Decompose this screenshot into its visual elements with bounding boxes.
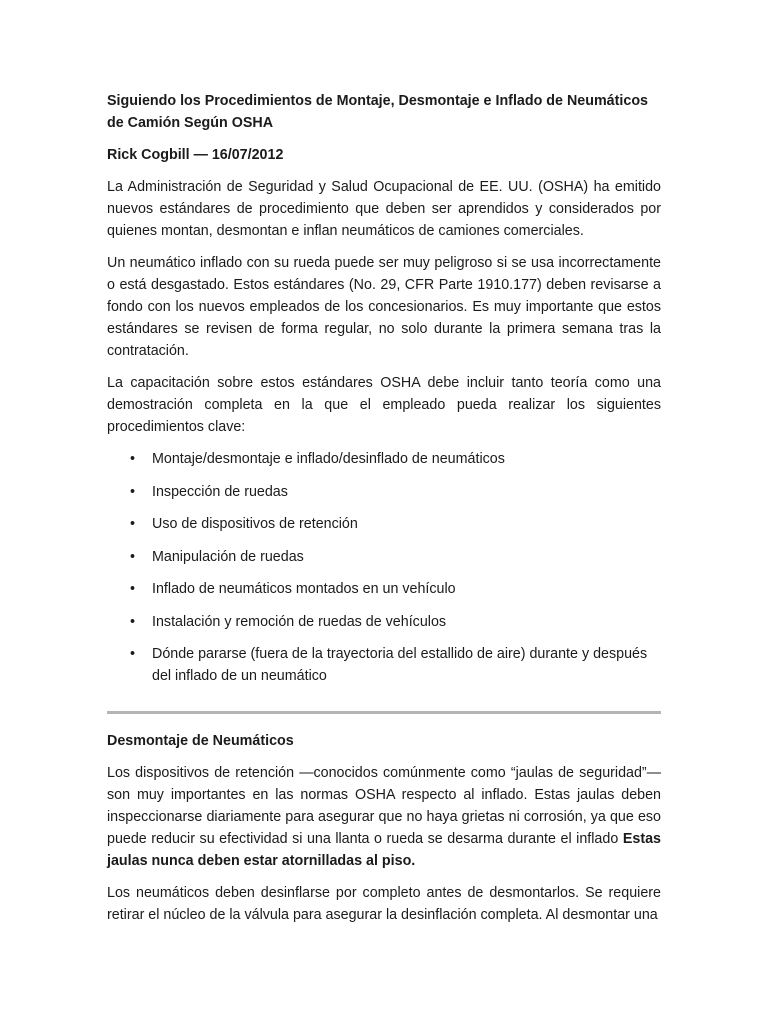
- list-item: [107, 546, 661, 568]
- section-paragraph-text: Los dispositivos de retención —conocidos comúnmente como “jaulas de seguridad”— son muy importantes en las normas OSHA respecto al inflado. Estas jaulas deben inspeccionarse diariamente para asegurar que no haya grietas ni corrosión, ya que eso puede reducir su efectividad si una llanta o rueda se desarma durante el inflado: [107, 765, 661, 847]
- document-title: Siguiendo los Procedimientos de Montaje, Desmontaje e Inflado de Neumáticos de Camión Según OSHA: [107, 93, 648, 131]
- list-item: [107, 513, 661, 535]
- procedures-list: [107, 448, 661, 687]
- body-paragraph: Un neumático inflado con su rueda puede ser muy peligroso si se usa incorrectamente o está desgastado. Estos estándares (No. 29, CFR Parte 1910.177) deben revisarse a fondo con los nuevos empleados de los concesionarios. Es muy importante que estos estándares se revisen de forma regular, no solo durante la primera semana tras la contratación.: [107, 255, 661, 359]
- list-item-text: Instalación y remoción de ruedas de vehículos: [152, 613, 447, 630]
- section-divider: [107, 711, 661, 714]
- list-item-text: Dónde pararse (fuera de la trayectoria del estallido de aire) durante y después del inflado de un neumático: [152, 646, 648, 684]
- bullet-icon: •: [130, 483, 136, 500]
- bullet-icon: •: [130, 548, 136, 565]
- bullet-icon: •: [130, 581, 136, 597]
- section-paragraph-2: Los neumáticos deben desinflarse por completo antes de desmontarlos. Se requiere retirar el núcleo de la válvula para asegurar la desinflación completa. Al desmontar una: [107, 885, 661, 923]
- list-item-text: Inspección de ruedas: [152, 483, 288, 500]
- list-item-text: Inflado de neumáticos montados en un vehículo: [152, 581, 456, 597]
- bullet-icon: •: [130, 613, 136, 630]
- list-item: [107, 578, 661, 600]
- list-item-text: Manipulación de ruedas: [152, 548, 304, 565]
- document-byline: Rick Cogbill — 16/07/2012: [107, 147, 284, 163]
- list-item: [107, 611, 661, 633]
- section-paragraph-bold: Estas jaulas nunca deben estar atornilladas al piso.: [107, 831, 661, 869]
- document-page: [107, 90, 661, 936]
- list-item: [107, 481, 661, 503]
- section-heading: Desmontaje de Neumáticos: [107, 733, 294, 749]
- bullet-icon: •: [130, 516, 136, 532]
- section-paragraph: [107, 762, 661, 872]
- list-item: [107, 643, 661, 687]
- bullet-icon: •: [130, 451, 136, 467]
- bullet-icon: •: [130, 646, 136, 662]
- intro-paragraph: La Administración de Seguridad y Salud Ocupacional de EE. UU. (OSHA) ha emitido nuevos estándares de procedimiento que deben ser aprendidos y considerados por quienes montan, desmontan e inflan neumáticos de camiones comerciales.: [107, 179, 661, 239]
- list-item-text: Uso de dispositivos de retención: [152, 516, 358, 532]
- list-item-text: Montaje/desmontaje e inflado/desinflado de neumáticos: [152, 451, 505, 467]
- training-paragraph: La capacitación sobre estos estándares OSHA debe incluir tanto teoría como una demostración completa en la que el empleado pueda realizar los siguientes procedimientos clave:: [107, 375, 661, 435]
- list-item: [107, 448, 661, 470]
